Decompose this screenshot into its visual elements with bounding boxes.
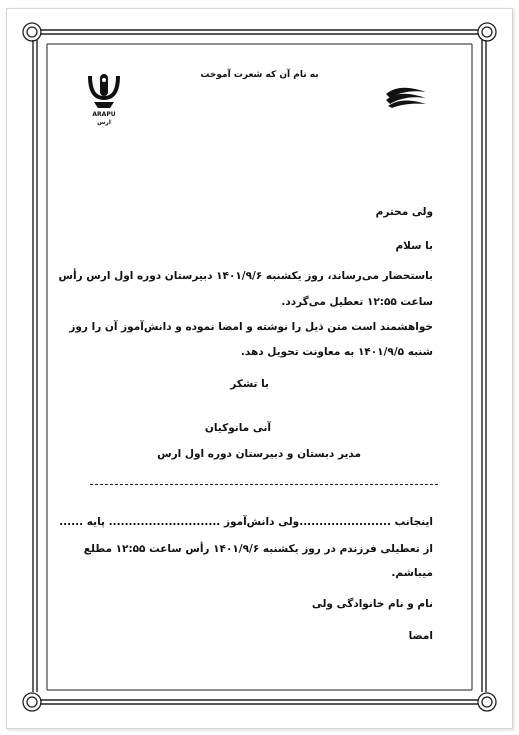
form-line-1: اینجانب .......................ولی دانش‌آموز ............................ پایه ...... <box>59 516 433 528</box>
logo-caption-latin: ARAPU <box>92 111 116 118</box>
waves-logo <box>384 86 428 108</box>
letter-greeting: ولی محترم <box>375 206 433 218</box>
logo-caption-persian: ارس <box>97 119 111 126</box>
form-line-3: میباشم. <box>391 567 433 579</box>
cut-line-divider <box>90 484 438 485</box>
letter-paragraph-2-line-1: خواهشمند است متن ذیل را نوشته و امضا نموده و دانش‌آموز آن را روز <box>69 321 433 333</box>
letter-salutation: با سلام <box>395 240 433 252</box>
signature-label: امضا <box>408 630 433 642</box>
signer-title: مدیر دبستان و دبیرستان دوره اول ارس <box>157 448 361 460</box>
signer-name: آنی مانوکیان <box>204 422 271 434</box>
letter-paragraph-1-line-1: باستحضار می‌رساند، روز یکشنبه ۱۴۰۱/۹/۶ دبیرستان دوره اول ارس رأس <box>58 270 433 282</box>
letter-thanks: با تشکر <box>230 378 269 390</box>
letter-paragraph-2-line-2: شنبه ۱۴۰۱/۹/۵ به معاونت تحویل دهد. <box>240 346 433 358</box>
form-line-2: از تعطیلی فرزندم در روز یکشنبه ۱۴۰۱/۹/۶ رأس ساعت ۱۲:۵۵ مطلع <box>83 543 433 555</box>
parent-name-label: نام و نام خانوادگی ولی <box>311 598 433 610</box>
letter-paragraph-1-line-2: ساعت ۱۲:۵۵ تعطیل می‌گردد. <box>281 296 433 308</box>
header-motto: به نام آن كه شعرت آموخت <box>200 70 319 80</box>
